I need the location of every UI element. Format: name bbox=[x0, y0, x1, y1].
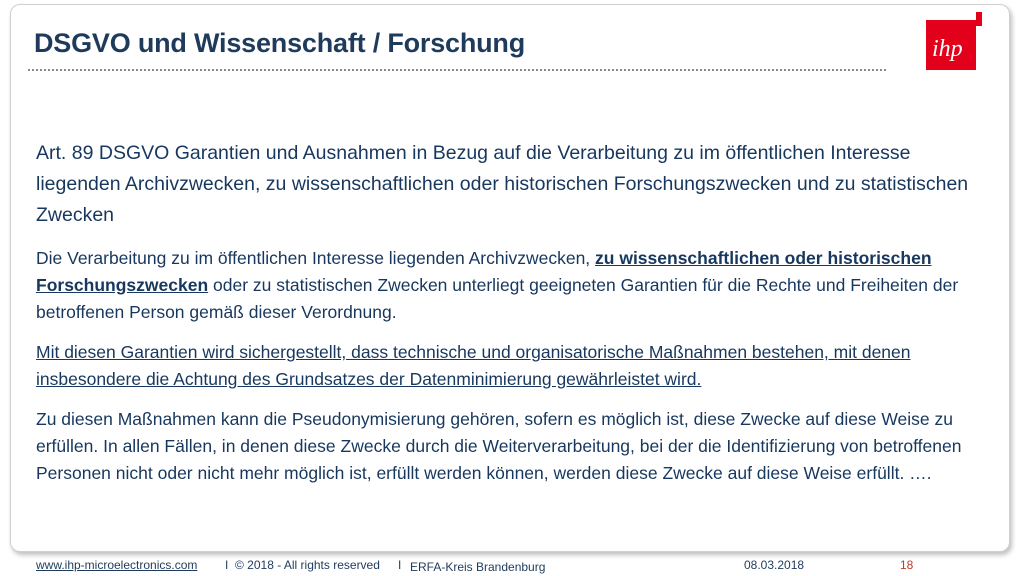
paragraph-3: Zu diesen Maßnahmen kann die Pseudonymisierung gehören, sofern es möglich ist, diese Zwecke auf diese Weise zu erfüllen. In allen Fällen, in denen diese Zwecke durch die Weiterverarbeitung, bei der die Identifizierung von betroffenen Personen nicht oder nicht mehr möglich ist, erfüllt werden können, werden diese Zwecke auf diese Weise erfüllt. …. bbox=[36, 409, 962, 483]
paragraph-1-emphasis: zu wissenschaftlichen oder historischen Forschungszwecken bbox=[36, 248, 932, 295]
title-divider bbox=[28, 69, 886, 71]
footer-event: ERFA-Kreis Brandenburg bbox=[410, 560, 546, 574]
footer-copyright: © 2018 - All rights reserved bbox=[235, 558, 380, 572]
footer-url-link[interactable]: www.ihp-microelectronics.com bbox=[36, 558, 198, 572]
paragraph-1-end: oder zu statistischen Zwecken unterliegt geeigneten Garantien für die Rechte und Freiheiten der betroffenen Person gemäß dieser Verordnung. bbox=[36, 275, 959, 322]
paragraph-2: Mit diesen Garantien wird sichergestellt, dass technische und organisatorische Maßnahmen bestehen, mit denen insbesondere die Achtung des Grundsatzes der Datenminimierung gewährleistet wird. bbox=[36, 342, 911, 389]
slide-content bbox=[36, 138, 988, 500]
logo-text: ihp bbox=[932, 36, 963, 62]
paragraph-1-start: Die Verarbeitung zu im öffentlichen Interesse liegenden Archivzwecken, bbox=[36, 248, 596, 268]
footer-separator: I bbox=[398, 558, 402, 572]
page-number: 18 bbox=[900, 558, 914, 572]
footer-separator: I bbox=[225, 558, 229, 572]
footer-date: 08.03.2018 bbox=[744, 558, 805, 572]
ihp-logo-icon bbox=[924, 12, 984, 72]
footer bbox=[14, 554, 1012, 576]
article-heading: Art. 89 DSGVO Garantien und Ausnahmen in Bezug auf die Verarbeitung zu im öffentlichen Interesse liegenden Archivzwecken, zu wissenschaftlichen oder historischen Forschungszwecken und zu statistischen Zwecken bbox=[36, 142, 969, 226]
slide-title: DSGVO und Wissenschaft / Forschung bbox=[34, 28, 526, 58]
paragraph-1 bbox=[36, 245, 988, 326]
